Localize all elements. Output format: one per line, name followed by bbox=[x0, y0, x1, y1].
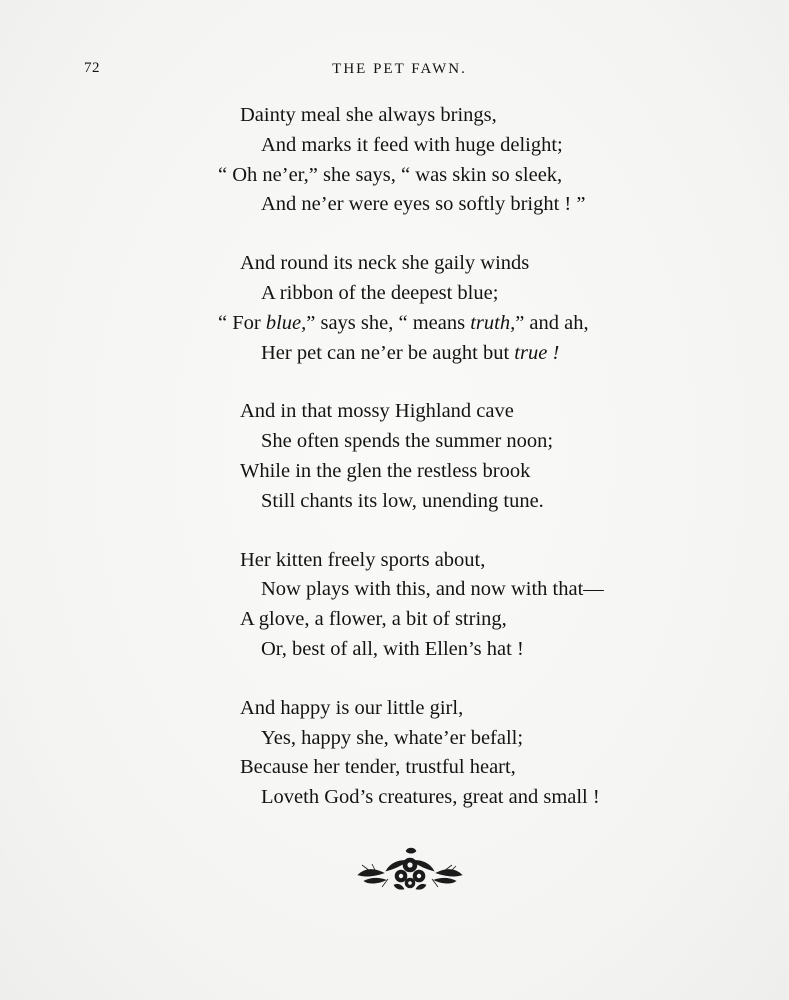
stanza-2 bbox=[218, 249, 700, 368]
poem-line bbox=[240, 249, 700, 279]
page-number: 72 bbox=[84, 60, 100, 76]
line-text: Her pet can ne’er be aught but bbox=[261, 341, 515, 364]
poem-line bbox=[240, 487, 700, 517]
line-text: A glove, a flower, a bit of string, bbox=[240, 608, 507, 631]
running-title: THE PET FAWN. bbox=[332, 61, 467, 77]
italic-word: truth, bbox=[470, 311, 516, 334]
line-text: Or, best of all, with Ellen’s hat ! bbox=[261, 637, 524, 660]
line-text: Yes, happy she, whate’er befall; bbox=[261, 726, 524, 749]
italic-word: blue, bbox=[265, 311, 307, 334]
line-text: Because her tender, trustful heart, bbox=[240, 756, 516, 779]
stanza-3 bbox=[240, 397, 700, 516]
line-text: ” says she, “ means bbox=[306, 311, 471, 334]
line-text: Now plays with this, and now with that— bbox=[261, 578, 604, 601]
poem-line bbox=[240, 753, 700, 783]
poem-line bbox=[240, 457, 700, 487]
line-text: And in that mossy Highland cave bbox=[240, 400, 514, 423]
italic-word: true ! bbox=[514, 341, 560, 364]
stanza-1 bbox=[218, 101, 700, 220]
poem-line bbox=[240, 724, 700, 754]
line-text: And marks it feed with huge delight; bbox=[261, 133, 563, 156]
line-text: And ne’er were eyes so softly bright ! ” bbox=[261, 193, 586, 216]
line-text: “ For bbox=[218, 311, 266, 334]
poem-line bbox=[240, 190, 700, 220]
poem-line bbox=[240, 605, 700, 635]
line-text: Loveth God’s creatures, great and small ! bbox=[261, 786, 600, 809]
poem-line bbox=[240, 397, 700, 427]
poem-line bbox=[240, 339, 700, 369]
line-text: Her kitten freely sports about, bbox=[240, 548, 486, 571]
line-text: “ Oh ne’er,” she says, “ was skin so sleek, bbox=[218, 163, 563, 186]
stanza-5 bbox=[240, 694, 700, 813]
poem-line bbox=[240, 694, 700, 724]
poem-line bbox=[240, 635, 700, 665]
poem-line bbox=[218, 161, 700, 191]
poem-line bbox=[240, 783, 700, 813]
stanza-4 bbox=[240, 546, 700, 665]
poem-line bbox=[240, 279, 700, 309]
poem-line bbox=[240, 131, 700, 161]
line-text: ” and ah, bbox=[515, 311, 589, 334]
line-text: And happy is our little girl, bbox=[240, 696, 464, 719]
poem bbox=[218, 101, 700, 842]
line-text: A ribbon of the deepest blue; bbox=[261, 281, 499, 304]
poem-line bbox=[240, 427, 700, 457]
poem-line bbox=[240, 575, 700, 605]
poem-line bbox=[218, 309, 700, 339]
line-text: Still chants its low, unending tune. bbox=[261, 489, 544, 512]
poem-line bbox=[240, 101, 700, 131]
floral-vignette-icon bbox=[356, 845, 464, 893]
line-text: Dainty meal she always brings, bbox=[240, 104, 497, 126]
line-text: While in the glen the restless brook bbox=[240, 459, 531, 482]
line-text: She often spends the summer noon; bbox=[261, 430, 554, 453]
poem-line bbox=[240, 546, 700, 576]
line-text: And round its neck she gaily winds bbox=[240, 252, 530, 275]
